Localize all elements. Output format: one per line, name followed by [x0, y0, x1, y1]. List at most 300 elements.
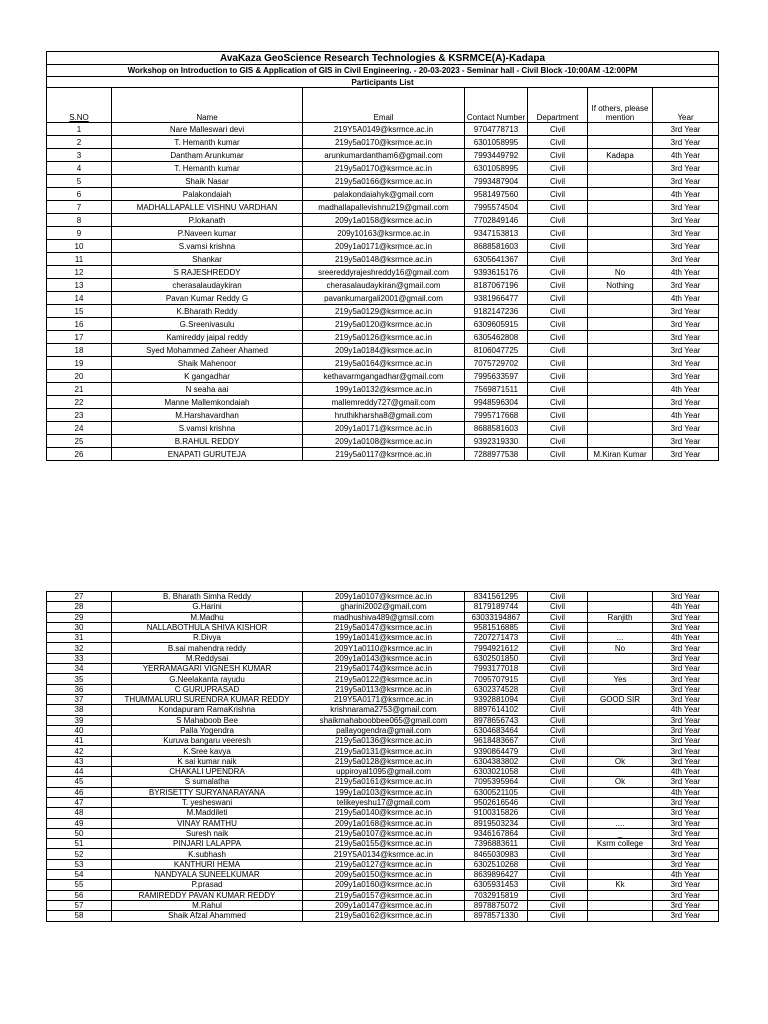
- cell-others: [588, 136, 653, 149]
- cell-others: [588, 653, 653, 663]
- cell-name: B.sai mahendra reddy: [112, 643, 303, 653]
- cell-year: 4th Year: [653, 767, 719, 777]
- cell-department: Civil: [528, 240, 588, 253]
- cell-year: 4th Year: [653, 602, 719, 612]
- cell-name: PINJARI LALAPPA: [112, 839, 303, 849]
- cell-name: K gangadhar: [112, 370, 303, 383]
- cell-email: 219y5a0128@ksrmce.ac.in: [303, 756, 465, 766]
- cell-sno: 20: [47, 370, 112, 383]
- cell-sno: 17: [47, 331, 112, 344]
- cell-year: 4th Year: [653, 705, 719, 715]
- cell-email: 219y5a0170@ksrmce.ac.in: [303, 136, 465, 149]
- cell-email: mallemreddy727@gmail.com: [303, 396, 465, 409]
- cell-contact: 7207271473: [465, 633, 528, 643]
- cell-name: Palla Yogendra: [112, 725, 303, 735]
- cell-contact: 7095707915: [465, 674, 528, 684]
- cell-contact: 7095395964: [465, 777, 528, 787]
- table-row: [47, 331, 719, 344]
- cell-sno: 22: [47, 396, 112, 409]
- cell-department: Civil: [528, 383, 588, 396]
- cell-contact: 7993177018: [465, 664, 528, 674]
- cell-year: 3rd Year: [653, 849, 719, 859]
- cell-email: 219Y5A0134@ksrmce.ac.in: [303, 849, 465, 859]
- cell-contact: 8919503234: [465, 818, 528, 828]
- cell-sno: 29: [47, 612, 112, 622]
- cell-year: 3rd Year: [653, 736, 719, 746]
- cell-name: M.Harshavardhan: [112, 409, 303, 422]
- cell-sno: 50: [47, 828, 112, 838]
- cell-year: 3rd Year: [653, 435, 719, 448]
- table-row: [47, 777, 719, 787]
- cell-contact: 9618483667: [465, 736, 528, 746]
- cell-others: [588, 162, 653, 175]
- cell-contact: 6302510268: [465, 859, 528, 869]
- table-row: [47, 684, 719, 694]
- cell-department: Civil: [528, 344, 588, 357]
- table-row: [47, 808, 719, 818]
- table-row: [47, 396, 719, 409]
- cell-department: Civil: [528, 253, 588, 266]
- cell-others: [588, 435, 653, 448]
- cell-others: [588, 123, 653, 136]
- cell-name: Shaik Mahenoor: [112, 357, 303, 370]
- cell-name: G.Neelakanta rayudu: [112, 674, 303, 684]
- cell-email: palakondaiahyk@gmail.com: [303, 188, 465, 201]
- participants-table-page2: [46, 591, 719, 922]
- table-row: [47, 911, 719, 921]
- table-row: [47, 736, 719, 746]
- cell-email: 219Y5A0149@ksrmce.ac.in: [303, 123, 465, 136]
- cell-department: Civil: [528, 767, 588, 777]
- cell-year: 3rd Year: [653, 396, 719, 409]
- cell-email: pallayogendra@gmail.com: [303, 725, 465, 735]
- cell-name: Shaik Nasar: [112, 175, 303, 188]
- cell-contact: 63033194867: [465, 612, 528, 622]
- cell-email: shaikmahaboobbee065@gmail.com: [303, 715, 465, 725]
- column-header-contact: Contact Number: [465, 88, 528, 123]
- table-row: [47, 123, 719, 136]
- column-header-others: If others, please mention: [588, 88, 653, 123]
- cell-others: [588, 725, 653, 735]
- cell-contact: 8688581603: [465, 422, 528, 435]
- cell-name: T. yesheswani: [112, 797, 303, 807]
- cell-contact: 6300521105: [465, 787, 528, 797]
- cell-name: Kuruva bangaru veeresh: [112, 736, 303, 746]
- cell-year: 3rd Year: [653, 123, 719, 136]
- cell-sno: 27: [47, 592, 112, 602]
- cell-email: 219Y5A0171@ksrmce.ac.in: [303, 694, 465, 704]
- cell-name: NALLABOTHULA SHIVA KISHOR: [112, 622, 303, 632]
- table-row: [47, 859, 719, 869]
- table-row: [47, 890, 719, 900]
- cell-sno: 10: [47, 240, 112, 253]
- cell-contact: 6303021058: [465, 767, 528, 777]
- cell-others: GOOD SIR: [588, 694, 653, 704]
- cell-email: 209y1a0184@ksrmce.ac.in: [303, 344, 465, 357]
- cell-others: [588, 214, 653, 227]
- cell-year: 3rd Year: [653, 715, 719, 725]
- cell-sno: 32: [47, 643, 112, 653]
- cell-email: 209y5a0150@ksrmce.ac.in: [303, 870, 465, 880]
- table-row: [47, 409, 719, 422]
- cell-sno: 12: [47, 266, 112, 279]
- cell-department: Civil: [528, 357, 588, 370]
- cell-department: Civil: [528, 602, 588, 612]
- participants-list-heading: Participants List: [47, 77, 719, 88]
- cell-name: KANTHURI HEMA: [112, 859, 303, 869]
- cell-sno: 40: [47, 725, 112, 735]
- cell-name: T. Hemanth kumar: [112, 162, 303, 175]
- cell-sno: 33: [47, 653, 112, 663]
- cell-others: Kadapa: [588, 149, 653, 162]
- table-row: [47, 674, 719, 684]
- cell-department: Civil: [528, 409, 588, 422]
- cell-year: 3rd Year: [653, 318, 719, 331]
- cell-contact: 6301058995: [465, 136, 528, 149]
- column-header-year: Year: [653, 88, 719, 123]
- cell-year: 3rd Year: [653, 890, 719, 900]
- cell-name: Suresh naik: [112, 828, 303, 838]
- cell-contact: 6305462808: [465, 331, 528, 344]
- cell-others: [588, 396, 653, 409]
- cell-year: 4th Year: [653, 266, 719, 279]
- cell-contact: 6302374528: [465, 684, 528, 694]
- cell-sno: 6: [47, 188, 112, 201]
- cell-sno: 34: [47, 664, 112, 674]
- cell-contact: 7702849146: [465, 214, 528, 227]
- cell-email: uppiroyal1095@gmail.com: [303, 767, 465, 777]
- cell-others: [588, 422, 653, 435]
- cell-name: S Mahaboob Bee: [112, 715, 303, 725]
- table-row: [47, 849, 719, 859]
- cell-email: 209y1a0143@ksrmce.ac.in: [303, 653, 465, 663]
- cell-department: Civil: [528, 318, 588, 331]
- cell-name: Palakondaiah: [112, 188, 303, 201]
- cell-name: VINAY RAMTHU: [112, 818, 303, 828]
- cell-year: 4th Year: [653, 188, 719, 201]
- cell-name: M.Reddysai: [112, 653, 303, 663]
- cell-sno: 28: [47, 602, 112, 612]
- cell-sno: 31: [47, 633, 112, 643]
- cell-email: telikeyeshu17@gmail.com: [303, 797, 465, 807]
- table-row: [47, 643, 719, 653]
- table-row: [47, 305, 719, 318]
- cell-sno: 19: [47, 357, 112, 370]
- table-row: [47, 240, 719, 253]
- cell-department: Civil: [528, 828, 588, 838]
- cell-department: Civil: [528, 305, 588, 318]
- cell-year: 3rd Year: [653, 828, 719, 838]
- cell-department: Civil: [528, 674, 588, 684]
- cell-department: Civil: [528, 643, 588, 653]
- cell-contact: 7569871511: [465, 383, 528, 396]
- cell-email: 219y5a0170@ksrmce.ac.in: [303, 162, 465, 175]
- table-row: [47, 705, 719, 715]
- cell-sno: 4: [47, 162, 112, 175]
- cell-others: [588, 787, 653, 797]
- cell-email: 209y1a0171@ksrmce.ac.in: [303, 240, 465, 253]
- table-row: [47, 880, 719, 890]
- cell-sno: 48: [47, 808, 112, 818]
- cell-contact: 9392881094: [465, 694, 528, 704]
- cell-email: 219y5a0147@ksrmce.ac.in: [303, 622, 465, 632]
- cell-department: Civil: [528, 175, 588, 188]
- table-row: [47, 828, 719, 838]
- cell-others: Yes: [588, 674, 653, 684]
- cell-email: pavankumargali2001@gmail.com: [303, 292, 465, 305]
- cell-sno: 24: [47, 422, 112, 435]
- cell-email: sreereddyrajeshreddy16@gmail.com: [303, 266, 465, 279]
- cell-others: [588, 859, 653, 869]
- cell-sno: 41: [47, 736, 112, 746]
- cell-name: Syed Mohammed Zaheer Ahamed: [112, 344, 303, 357]
- cell-year: 4th Year: [653, 870, 719, 880]
- cell-sno: 43: [47, 756, 112, 766]
- cell-name: B. Bharath Simha Reddy: [112, 592, 303, 602]
- table-row: [47, 253, 719, 266]
- cell-year: 3rd Year: [653, 643, 719, 653]
- cell-email: krishnarama2753@gmail.com: [303, 705, 465, 715]
- cell-sno: 51: [47, 839, 112, 849]
- cell-email: 219y5a0117@ksrmce.ac.in: [303, 448, 465, 461]
- cell-department: Civil: [528, 227, 588, 240]
- cell-year: 3rd Year: [653, 777, 719, 787]
- cell-year: 3rd Year: [653, 797, 719, 807]
- cell-department: Civil: [528, 777, 588, 787]
- cell-name: Manne Mallemkondaiah: [112, 396, 303, 409]
- cell-name: K.subhash: [112, 849, 303, 859]
- cell-name: K sai kumar naik: [112, 756, 303, 766]
- cell-sno: 2: [47, 136, 112, 149]
- cell-others: [588, 201, 653, 214]
- cell-name: cherasalaudaykiran: [112, 279, 303, 292]
- cell-department: Civil: [528, 201, 588, 214]
- cell-name: MADHALLAPALLE VISHNU VARDHAN: [112, 201, 303, 214]
- cell-name: M.Madhu: [112, 612, 303, 622]
- cell-year: 3rd Year: [653, 162, 719, 175]
- cell-email: 219y5a0148@ksrmce.ac.in: [303, 253, 465, 266]
- cell-contact: 6305641367: [465, 253, 528, 266]
- cell-others: [588, 292, 653, 305]
- table-row: [47, 422, 719, 435]
- cell-contact: 8978875072: [465, 900, 528, 910]
- cell-email: 209y1a0107@ksrmce.ac.in: [303, 592, 465, 602]
- cell-email: 219y5a0120@ksrmce.ac.in: [303, 318, 465, 331]
- table-row: [47, 318, 719, 331]
- cell-name: M.Maddileti: [112, 808, 303, 818]
- cell-name: Pavan Kumar Reddy G: [112, 292, 303, 305]
- cell-email: 219y5a0157@ksrmce.ac.in: [303, 890, 465, 900]
- cell-others: [588, 331, 653, 344]
- cell-year: 3rd Year: [653, 725, 719, 735]
- cell-contact: 9581497560: [465, 188, 528, 201]
- cell-others: ....: [588, 818, 653, 828]
- cell-others: [588, 746, 653, 756]
- cell-others: [588, 370, 653, 383]
- cell-others: [588, 890, 653, 900]
- cell-contact: 9581516885: [465, 622, 528, 632]
- cell-year: 3rd Year: [653, 175, 719, 188]
- cell-year: 3rd Year: [653, 331, 719, 344]
- cell-name: S.vamsi krishna: [112, 240, 303, 253]
- cell-others: [588, 684, 653, 694]
- cell-others: [588, 900, 653, 910]
- cell-year: 3rd Year: [653, 756, 719, 766]
- cell-sno: 11: [47, 253, 112, 266]
- cell-year: 3rd Year: [653, 694, 719, 704]
- cell-others: Nothing: [588, 279, 653, 292]
- cell-year: 3rd Year: [653, 357, 719, 370]
- table-row: [47, 839, 719, 849]
- table-row: [47, 715, 719, 725]
- cell-others: [588, 305, 653, 318]
- cell-others: [588, 870, 653, 880]
- cell-year: 3rd Year: [653, 448, 719, 461]
- cell-department: Civil: [528, 664, 588, 674]
- cell-email: 219y5a0155@ksrmce.ac.in: [303, 839, 465, 849]
- workshop-subtitle: Workshop on Introduction to GIS & Application of GIS in Civil Engineering. - 20-03-2023 - Seminar hall - Civil Block -10:00AM -12:00PM: [47, 65, 719, 77]
- table-row: [47, 592, 719, 602]
- table-row: [47, 602, 719, 612]
- document-title: AvaKaza GeoScience Research Technologies & KSRMCE(A)-Kadapa: [47, 52, 719, 65]
- cell-sno: 55: [47, 880, 112, 890]
- cell-name: S sumalatha: [112, 777, 303, 787]
- cell-contact: 7032915819: [465, 890, 528, 900]
- cell-sno: 26: [47, 448, 112, 461]
- cell-name: T. Hemanth kumar: [112, 136, 303, 149]
- cell-sno: 16: [47, 318, 112, 331]
- table-row: [47, 818, 719, 828]
- cell-email: madhushiva489@gmsil.com: [303, 612, 465, 622]
- cell-name: B.RAHUL REDDY: [112, 435, 303, 448]
- cell-department: Civil: [528, 890, 588, 900]
- table-row: [47, 292, 719, 305]
- cell-department: Civil: [528, 123, 588, 136]
- cell-contact: 7994921612: [465, 643, 528, 653]
- cell-year: 3rd Year: [653, 900, 719, 910]
- cell-year: 3rd Year: [653, 422, 719, 435]
- cell-others: [588, 715, 653, 725]
- cell-others: [588, 602, 653, 612]
- cell-sno: 8: [47, 214, 112, 227]
- cell-department: Civil: [528, 149, 588, 162]
- cell-sno: 35: [47, 674, 112, 684]
- cell-email: 219y5a0107@ksrmce.ac.in: [303, 828, 465, 838]
- cell-name: Kondapuram RamaKrishna: [112, 705, 303, 715]
- cell-others: [588, 318, 653, 331]
- cell-contact: 6301058995: [465, 162, 528, 175]
- cell-name: THUMMALURU SURENDRA KUMAR REDDY: [112, 694, 303, 704]
- cell-contact: 6304683464: [465, 725, 528, 735]
- cell-sno: 53: [47, 859, 112, 869]
- cell-others: [588, 227, 653, 240]
- cell-sno: 45: [47, 777, 112, 787]
- cell-sno: 18: [47, 344, 112, 357]
- cell-contact: 8688581603: [465, 240, 528, 253]
- table-row: [47, 622, 719, 632]
- table-row: [47, 162, 719, 175]
- cell-sno: 23: [47, 409, 112, 422]
- cell-others: No: [588, 643, 653, 653]
- cell-sno: 39: [47, 715, 112, 725]
- cell-sno: 21: [47, 383, 112, 396]
- cell-email: 209y1a0158@ksrmce.ac.in: [303, 214, 465, 227]
- cell-email: 219y5a0161@ksrmce.ac.in: [303, 777, 465, 787]
- cell-department: Civil: [528, 725, 588, 735]
- cell-year: 3rd Year: [653, 201, 719, 214]
- cell-sno: 57: [47, 900, 112, 910]
- cell-contact: 8106047725: [465, 344, 528, 357]
- cell-department: Civil: [528, 797, 588, 807]
- table-row: [47, 149, 719, 162]
- cell-name: NANDYALA SUNEELKUMAR: [112, 870, 303, 880]
- cell-sno: 37: [47, 694, 112, 704]
- cell-others: Ranjith: [588, 612, 653, 622]
- cell-year: 4th Year: [653, 292, 719, 305]
- cell-sno: 38: [47, 705, 112, 715]
- cell-year: 3rd Year: [653, 746, 719, 756]
- cell-email: 209y1a0108@ksrmce.ac.in: [303, 435, 465, 448]
- cell-contact: 8465030983: [465, 849, 528, 859]
- cell-department: Civil: [528, 279, 588, 292]
- cell-department: Civil: [528, 900, 588, 910]
- cell-year: 3rd Year: [653, 880, 719, 890]
- cell-contact: 9393615176: [465, 266, 528, 279]
- cell-contact: 9346167864: [465, 828, 528, 838]
- cell-email: 219y5a0166@ksrmce.ac.in: [303, 175, 465, 188]
- cell-year: 3rd Year: [653, 612, 719, 622]
- cell-others: Kk: [588, 880, 653, 890]
- cell-department: Civil: [528, 911, 588, 921]
- cell-year: 3rd Year: [653, 664, 719, 674]
- cell-department: Civil: [528, 214, 588, 227]
- cell-name: K.Sree kavya: [112, 746, 303, 756]
- cell-contact: 7288977538: [465, 448, 528, 461]
- cell-year: 3rd Year: [653, 240, 719, 253]
- cell-name: BYRISETTY SURYANARAYANA: [112, 787, 303, 797]
- cell-sno: 47: [47, 797, 112, 807]
- cell-name: Shankar: [112, 253, 303, 266]
- cell-year: 3rd Year: [653, 653, 719, 663]
- cell-year: 3rd Year: [653, 911, 719, 921]
- cell-year: 3rd Year: [653, 839, 719, 849]
- cell-others: [588, 911, 653, 921]
- cell-name: Kamireddy jaipal reddy: [112, 331, 303, 344]
- table-row: [47, 201, 719, 214]
- cell-others: Ok: [588, 756, 653, 766]
- table-row: [47, 370, 719, 383]
- cell-contact: 6305931453: [465, 880, 528, 890]
- cell-email: 219y5a0127@ksrmce.ac.in: [303, 859, 465, 869]
- cell-others: M.Kiran Kumar: [588, 448, 653, 461]
- cell-department: Civil: [528, 622, 588, 632]
- cell-department: Civil: [528, 653, 588, 663]
- cell-name: P.lokanath: [112, 214, 303, 227]
- table-row: [47, 175, 719, 188]
- table-row: [47, 279, 719, 292]
- cell-name: R.Divya: [112, 633, 303, 643]
- cell-email: 209y1a0168@ksrmce.ac.in: [303, 818, 465, 828]
- cell-sno: 5: [47, 175, 112, 188]
- cell-sno: 56: [47, 890, 112, 900]
- cell-contact: 8187067196: [465, 279, 528, 292]
- cell-name: K.Bharath Reddy: [112, 305, 303, 318]
- cell-others: [588, 253, 653, 266]
- cell-department: Civil: [528, 592, 588, 602]
- cell-sno: 25: [47, 435, 112, 448]
- cell-email: 209y1a0147@ksrmce.ac.in: [303, 900, 465, 910]
- cell-sno: 7: [47, 201, 112, 214]
